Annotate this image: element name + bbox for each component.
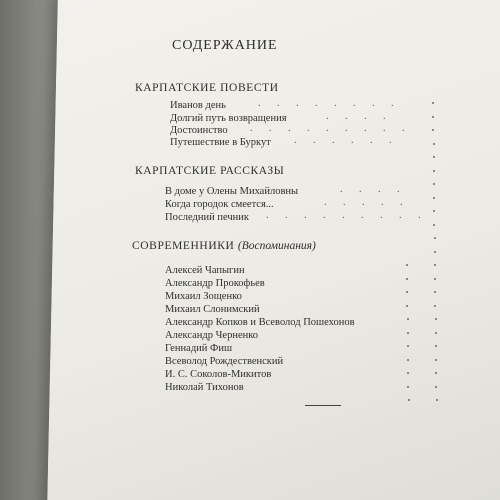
leader-dot: [435, 359, 437, 361]
leader-dot: [407, 318, 409, 320]
leader-dot: [407, 372, 409, 374]
section-heading-text: СОВРЕМЕННИКИ: [132, 240, 235, 252]
section-subtitle: (Воспоминания): [237, 240, 316, 252]
toc-entry: Иванов день: [170, 100, 226, 111]
leader-dots: . . . .: [340, 184, 407, 195]
leader-dot: [435, 318, 437, 320]
toc-entry: Долгий путь возвращения: [170, 113, 287, 124]
toc-entry: Последний печник: [165, 212, 249, 223]
leader-dot: [433, 143, 435, 145]
leader-dots: . . . .: [326, 111, 393, 122]
toc-entry: В доме у Олены Михайловны: [165, 186, 299, 197]
leader-dot: [435, 386, 437, 388]
toc-entry: Геннадий Фиш: [165, 343, 233, 354]
section-heading: [132, 240, 316, 252]
end-rule: [305, 405, 341, 406]
leader-dot: [434, 278, 436, 280]
leader-dot: [435, 345, 437, 347]
toc-entry: Александр Черненко: [165, 330, 259, 341]
toc-entry: И. С. Соколов-Микитов: [165, 369, 272, 380]
toc-entry: Когда городок смеется...: [165, 199, 274, 210]
leader-dot: [434, 251, 436, 253]
toc-entry: Алексей Чапыгин: [165, 265, 245, 276]
leader-dot: [406, 278, 408, 280]
toc-entry: Михаил Слонимский: [165, 304, 260, 315]
leader-dot: [433, 224, 435, 226]
leader-dot: [433, 156, 435, 158]
section-heading: [135, 82, 279, 94]
leader-dot: [434, 291, 436, 293]
leader-dot: [433, 210, 435, 212]
toc-entry: Михаил Зощенко: [165, 291, 242, 302]
leader-dots: . . . . . . . . .: [266, 210, 428, 221]
toc-title: СОДЕРЖАНИЕ: [172, 38, 278, 53]
leader-dot: [433, 170, 435, 172]
toc-entry: Александр Прокофьев: [165, 278, 265, 289]
toc-entry: Достоинство: [170, 125, 228, 136]
leader-dots: . . . . . . . .: [258, 98, 401, 109]
leader-dot: [434, 305, 436, 307]
leader-dot: [406, 264, 408, 266]
leader-dot: [433, 183, 435, 185]
leader-dot: [433, 197, 435, 199]
leader-dot: [407, 332, 409, 334]
leader-dot: [432, 129, 434, 131]
leader-dot: [408, 399, 410, 401]
leader-dot: [407, 359, 409, 361]
section-heading-text: КАРПАТСКИЕ РАССКАЗЫ: [135, 165, 285, 177]
leader-dot: [434, 237, 436, 239]
toc-entry: Всеволод Рождественский: [165, 356, 284, 367]
leader-dot: [436, 399, 438, 401]
leader-dot: [432, 102, 434, 104]
leader-dot: [407, 345, 409, 347]
section-heading-text: КАРПАТСКИЕ ПОВЕСТИ: [135, 82, 279, 94]
leader-dot: [432, 116, 434, 118]
leader-dots: . . . . . .: [294, 135, 399, 146]
leader-dots: . . . . .: [324, 197, 410, 208]
leader-dot: [406, 305, 408, 307]
section-heading: [135, 165, 284, 177]
leader-dot: [434, 264, 436, 266]
toc-entry: Александр Копков и Всеволод Пошехонов: [165, 317, 355, 328]
leader-dot: [435, 372, 437, 374]
leader-dot: [407, 386, 409, 388]
toc-entry: Путешествие в Буркут: [170, 137, 271, 148]
leader-dot: [435, 332, 437, 334]
toc-entry: Николай Тихонов: [165, 382, 244, 393]
leader-dot: [406, 291, 408, 293]
leader-dots: . . . . . . . . .: [250, 123, 412, 134]
